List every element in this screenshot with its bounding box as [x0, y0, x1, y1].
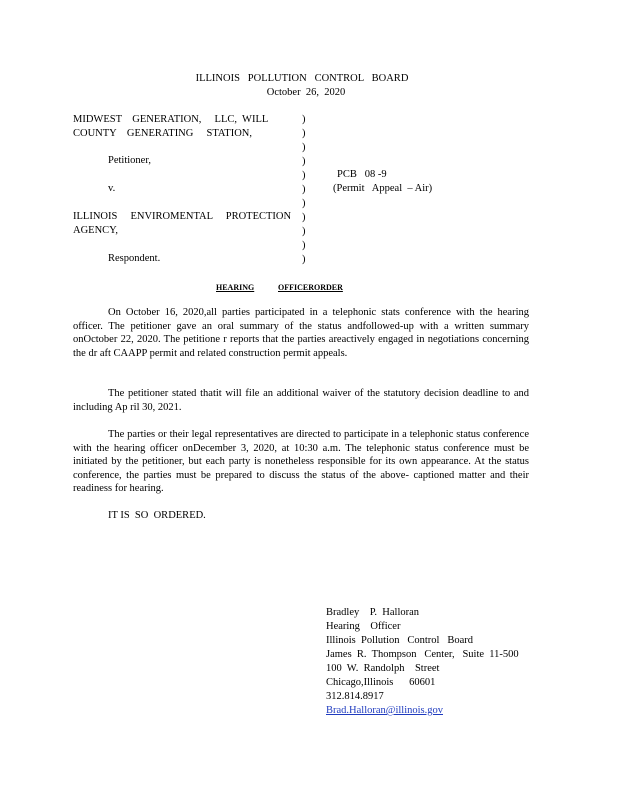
- board-name: ILLINOIS POLLUTION CONTROL BOARD: [195, 73, 409, 84]
- bracket: ): [302, 254, 306, 265]
- respondent-role: Respondent.: [108, 253, 161, 264]
- signer-building: James R. Thompson Center, Suite 11-500: [326, 649, 519, 660]
- bracket: ): [302, 114, 306, 125]
- signer-street: 100 W. Randolph Street: [326, 663, 440, 674]
- paragraph-waiver: The petitioner stated thatit will file an additional waiver of the statutory decision deadline to and including Ap ril 30, 2021.: [73, 388, 529, 413]
- bracket: ): [302, 128, 306, 139]
- order-title-hearing: HEARING: [216, 283, 255, 292]
- bracket: ): [302, 184, 306, 195]
- signer-name: Bradley P. Halloran: [326, 607, 420, 618]
- signer-title: Hearing Officer: [326, 621, 401, 632]
- respondent-name-line2: AGENCY,: [73, 225, 119, 236]
- bracket: ): [302, 198, 306, 209]
- signer-city: Chicago,Illinois 60601: [326, 677, 436, 688]
- paragraph-status-conference: On October 16, 2020,all parties participated in a telephonic stats conference with the hearing officer. The petitioner gave an oral summary of the status andfollowed-up with a written summary onOctober 22, 2020. The petitione r reports that the parties areactively engaged in negotiations concerning the dr aft CAAPP permit and related construction permit appeals.: [73, 307, 529, 359]
- order-title-officer-order: OFFICERORDER: [278, 283, 343, 292]
- case-type: (Permit Appeal – Air): [333, 183, 433, 194]
- bracket: ): [302, 212, 306, 223]
- case-number: PCB 08 -9: [337, 169, 387, 180]
- signer-email-link[interactable]: Brad.Halloran@illinois.gov: [326, 705, 443, 716]
- signer-organization: Illinois Pollution Control Board: [326, 635, 474, 646]
- petitioner-name-line1: MIDWEST GENERATION, LLC, WILL: [73, 114, 269, 125]
- signer-phone: 312.814.8917: [326, 691, 384, 702]
- bracket: ): [302, 226, 306, 237]
- petitioner-name-line2: COUNTY GENERATING STATION,: [73, 128, 253, 139]
- respondent-name-line1: ILLINOIS ENVIROMENTAL PROTECTION: [73, 211, 292, 222]
- bracket: ): [302, 142, 306, 153]
- bracket: ): [302, 156, 306, 167]
- so-ordered: IT IS SO ORDERED.: [108, 510, 206, 521]
- versus: v.: [108, 183, 116, 194]
- document-date: October 26, 2020: [266, 87, 346, 98]
- bracket: ): [302, 170, 306, 181]
- bracket: ): [302, 240, 306, 251]
- paragraph-next-conference: The parties or their legal representatives are directed to participate in a telephonic status conference with the hearing officer onDecember 3, 2020, at 10:30 a.m. The telephonic status conference must be initiated by the petitioner, but each party is nonetheless responsible for its own appearance. At the status conference, the parties must be prepared to discuss the status of the above- captioned matter and their readiness for hearing.: [73, 429, 529, 495]
- petitioner-role: Petitioner,: [108, 155, 152, 166]
